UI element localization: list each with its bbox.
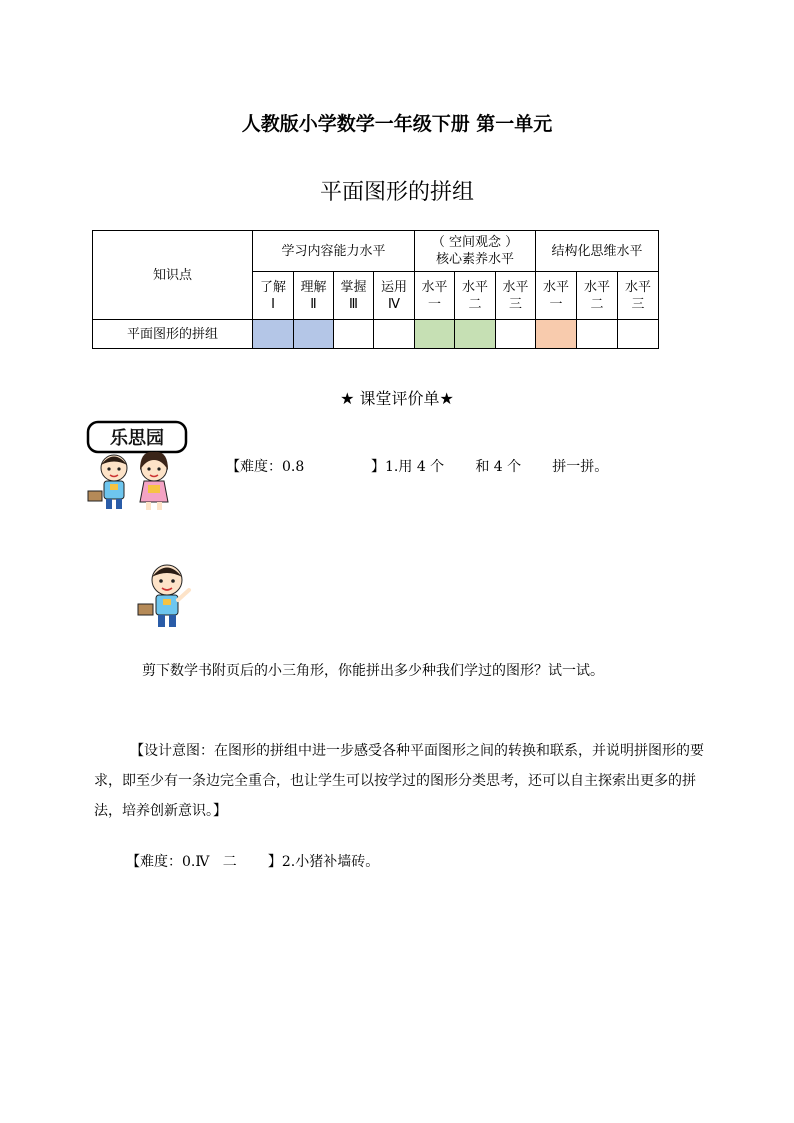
structured-thinking-header: 结构化思维水平	[536, 231, 659, 272]
boy-character-illustration	[135, 560, 197, 632]
level-cell-filled	[536, 320, 577, 349]
question-2: 【难度：0.Ⅳ 二 】2.小猪补墙砖。	[126, 854, 380, 870]
evaluation-sheet-title: ★ 课堂评价单★	[340, 389, 454, 408]
level-column-header: 了解 Ⅰ	[253, 272, 294, 320]
level-column-header: 水平 三	[618, 272, 659, 320]
logo-text: 乐思园	[110, 428, 164, 449]
level-cell-filled	[455, 320, 496, 349]
level-column-header: 水平 二	[577, 272, 618, 320]
core-literacy-header-line2: 核心素养水平	[435, 252, 514, 267]
knowledge-point-header: 知识点	[93, 231, 253, 320]
learning-ability-header: 学习内容能力水平	[253, 231, 415, 272]
level-column-header: 水平 二	[455, 272, 496, 320]
instruction-text: 剪下数学书附页后的小三角形，你能拼出多少种我们学过的图形？试一试。	[142, 663, 604, 679]
level-column-header: 运用 Ⅳ	[374, 272, 415, 320]
design-intent-paragraph: 【设计意图：在图形的拼组中进一步感受各种平面图形之间的转换和联系，并说明拼图形的要求，即至少有一条边完全重合，也让学生可以按学过的图形分类思考，还可以自主探索出更多的拼法，培养创新意识。】	[94, 743, 704, 819]
lesiyuan-logo-illustration	[84, 418, 194, 518]
level-column-header: 水平 三	[496, 272, 536, 320]
level-cell-filled	[253, 320, 294, 349]
core-literacy-header-line1: （ 空间观念 ）	[431, 235, 519, 250]
level-column-header: 水平 一	[415, 272, 455, 320]
level-column-header: 理解 Ⅱ	[294, 272, 334, 320]
level-column-header: 水平 一	[536, 272, 577, 320]
ability-level-table	[92, 230, 659, 349]
level-cell-filled	[415, 320, 455, 349]
level-column-header: 掌握 Ⅲ	[334, 272, 374, 320]
level-cell	[334, 320, 374, 349]
level-cell	[496, 320, 536, 349]
level-cell	[618, 320, 659, 349]
level-cell	[374, 320, 415, 349]
question-1: 【难度：0.8 】1.用 4 个 和 4 个 拼一拼。	[226, 459, 609, 475]
document-header-title: 人教版小学数学一年级下册 第一单元	[241, 113, 553, 135]
core-literacy-header	[415, 231, 536, 272]
row-label: 平面图形的拼组	[93, 320, 253, 349]
level-cell	[577, 320, 618, 349]
lesson-title: 平面图形的拼组	[319, 180, 474, 205]
level-cell-filled	[294, 320, 334, 349]
